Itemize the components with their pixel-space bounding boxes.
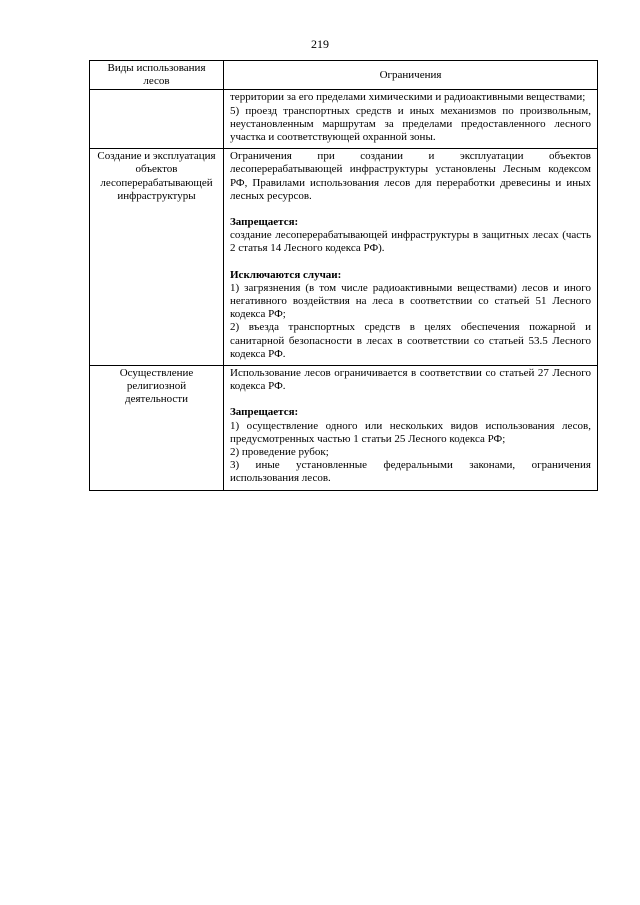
forbidden-heading: Запрещается: — [230, 216, 299, 229]
restriction-paragraph: 5) проезд транспортных средств и иных механизмов по произвольным, неустановленным маршрутам за пределами предоставленного лесного участка и соответствующей охранной зоны. — [230, 104, 591, 144]
table-header-row — [90, 61, 598, 90]
header-use-types: Виды использования лесов — [90, 61, 224, 90]
exception-item: 2) въезда транспортных средств в целях обеспечения пожарной и санитарной безопасности в лесах в соответствии со статьей 53.5 Лесного кодекса РФ. — [230, 321, 591, 360]
use-type-cell: Осуществление религиозной деятельности — [90, 366, 224, 491]
forbidden-item: 2) проведение рубок; — [230, 446, 329, 459]
header-restrictions: Ограничения — [224, 61, 598, 90]
exception-item: 1) загрязнения (в том числе радиоактивными веществами) лесов и иного негативного воздействия на леса в соответствии со статьей 51 Лесного кодекса РФ; — [230, 281, 591, 321]
table-row — [90, 366, 598, 491]
restriction-cell — [224, 366, 598, 491]
use-type-cell — [90, 90, 224, 149]
table-row — [90, 149, 598, 366]
forbidden-item: 1) осуществление одного или нескольких видов использования лесов, предусмотренных частью 1 статьи 25 Лесного кодекса РФ; — [230, 419, 591, 445]
restriction-cell — [224, 149, 598, 366]
restriction-paragraph: территории за его пределами химическими и радиоактивными веществами; — [230, 91, 586, 104]
restriction-cell — [224, 90, 598, 149]
page-number: 219 — [311, 37, 329, 51]
restriction-intro: Ограничения при создании и эксплуатации объектов лесоперерабатывающей инфраструктуры установлены Лесным кодексом РФ, Правилами использования лесов для переработки древесины и иных лесных ресурсов. — [230, 150, 591, 202]
exceptions-heading: Исключаются случаи: — [230, 268, 342, 281]
restrictions-table — [89, 60, 598, 491]
forbidden-heading: Запрещается: — [230, 406, 299, 419]
table-row — [90, 90, 598, 149]
forbidden-text: создание лесоперерабатывающей инфраструктуры в защитных лесах (часть 2 статья 14 Лесного кодекса РФ). — [230, 229, 591, 255]
forbidden-item: 3) иные установленные федеральными законами, ограничения использования лесов. — [230, 459, 591, 485]
restriction-intro: Использование лесов ограничивается в соответствии со статьей 27 Лесного кодекса РФ. — [230, 367, 591, 393]
use-type-cell: Создание и эксплуатация объектов лесоперерабатывающей инфраструктуры — [90, 149, 224, 366]
